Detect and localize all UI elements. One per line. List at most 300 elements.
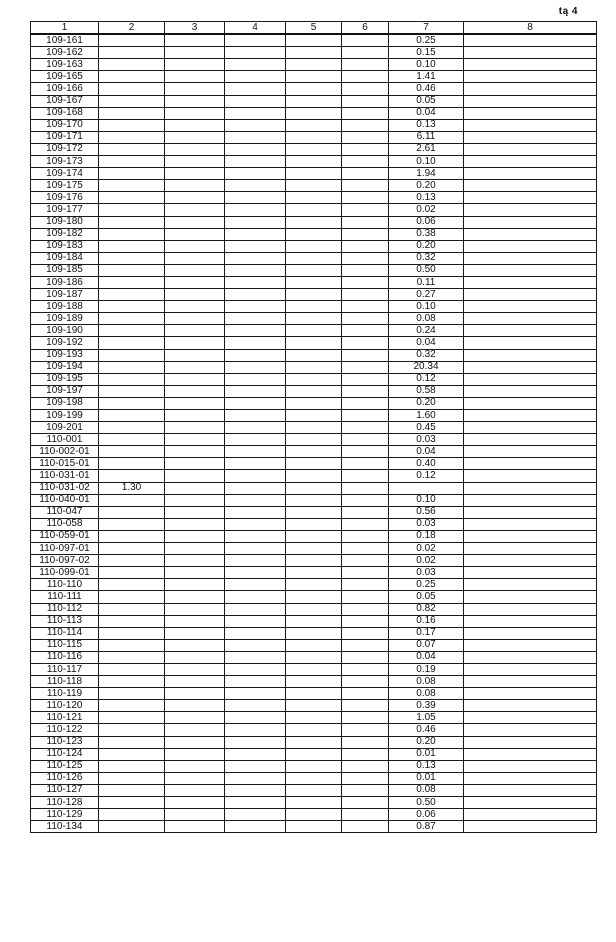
col5-cell <box>286 422 342 434</box>
parcel-id-cell: 109-168 <box>31 107 99 119</box>
col4-cell <box>225 180 286 192</box>
table-row <box>31 83 597 95</box>
col5-cell <box>286 204 342 216</box>
col2-cell <box>99 688 165 700</box>
col6-cell <box>342 494 389 506</box>
col6-cell <box>342 397 389 409</box>
table-row <box>31 180 597 192</box>
col2-cell <box>99 289 165 301</box>
col8-cell <box>464 567 597 579</box>
parcel-id-cell: 110-015-01 <box>31 458 99 470</box>
col6-cell <box>342 821 389 833</box>
col3-cell <box>165 240 225 252</box>
col6-cell <box>342 724 389 736</box>
col2-cell <box>99 736 165 748</box>
col3-cell <box>165 772 225 784</box>
col4-cell <box>225 494 286 506</box>
data-table <box>30 21 597 833</box>
col6-cell <box>342 627 389 639</box>
col7-value-cell: 0.08 <box>389 688 464 700</box>
col5-cell <box>286 555 342 567</box>
col7-value-cell: 0.50 <box>389 797 464 809</box>
col5-cell <box>286 458 342 470</box>
parcel-id-cell: 109-165 <box>31 71 99 83</box>
col2-cell <box>99 458 165 470</box>
table-row <box>31 555 597 567</box>
col2-cell <box>99 301 165 313</box>
parcel-id-cell: 109-166 <box>31 83 99 95</box>
col8-cell <box>464 337 597 349</box>
col6-cell <box>342 555 389 567</box>
col6-cell <box>342 264 389 276</box>
col3-cell <box>165 639 225 651</box>
col6-cell <box>342 252 389 264</box>
col5-cell <box>286 276 342 288</box>
parcel-id-cell: 110-002-01 <box>31 446 99 458</box>
col4-cell <box>225 724 286 736</box>
col3-cell <box>165 700 225 712</box>
col5-cell <box>286 313 342 325</box>
col5-cell <box>286 809 342 821</box>
col5-cell <box>286 736 342 748</box>
col7-value-cell: 0.27 <box>389 289 464 301</box>
col6-cell <box>342 530 389 542</box>
table-row <box>31 59 597 71</box>
table-row <box>31 760 597 772</box>
col7-value-cell: 0.06 <box>389 216 464 228</box>
table-row <box>31 809 597 821</box>
column-header-8: 8 <box>464 22 597 35</box>
col2-cell <box>99 107 165 119</box>
col2-cell <box>99 591 165 603</box>
parcel-id-cell: 110-099-01 <box>31 567 99 579</box>
col3-cell <box>165 216 225 228</box>
col4-cell <box>225 119 286 131</box>
col8-cell <box>464 736 597 748</box>
col8-cell <box>464 119 597 131</box>
col8-cell <box>464 264 597 276</box>
table-row <box>31 107 597 119</box>
col5-cell <box>286 59 342 71</box>
parcel-id-cell: 109-177 <box>31 204 99 216</box>
col7-value-cell: 0.18 <box>389 530 464 542</box>
col3-cell <box>165 797 225 809</box>
parcel-id-cell: 109-174 <box>31 168 99 180</box>
col7-value-cell: 0.08 <box>389 676 464 688</box>
parcel-id-cell: 109-198 <box>31 397 99 409</box>
parcel-id-cell: 109-182 <box>31 228 99 240</box>
col5-cell <box>286 688 342 700</box>
col6-cell <box>342 422 389 434</box>
col5-cell <box>286 216 342 228</box>
table-row <box>31 712 597 724</box>
col6-cell <box>342 543 389 555</box>
col5-cell <box>286 410 342 422</box>
table-row <box>31 422 597 434</box>
col5-cell <box>286 603 342 615</box>
col3-cell <box>165 663 225 675</box>
table-row <box>31 216 597 228</box>
col3-cell <box>165 651 225 663</box>
col2-cell <box>99 71 165 83</box>
col3-cell <box>165 724 225 736</box>
col7-value-cell: 6.11 <box>389 131 464 143</box>
col2-cell <box>99 567 165 579</box>
table-row <box>31 482 597 494</box>
table-row <box>31 639 597 651</box>
col4-cell <box>225 700 286 712</box>
col6-cell <box>342 470 389 482</box>
parcel-id-cell: 110-118 <box>31 676 99 688</box>
col4-cell <box>225 373 286 385</box>
col7-value-cell: 0.05 <box>389 591 464 603</box>
col3-cell <box>165 192 225 204</box>
col8-cell <box>464 397 597 409</box>
col4-cell <box>225 591 286 603</box>
col5-cell <box>286 676 342 688</box>
col2-cell <box>99 760 165 772</box>
parcel-id-cell: 110-128 <box>31 797 99 809</box>
col4-cell <box>225 688 286 700</box>
col3-cell <box>165 410 225 422</box>
col4-cell <box>225 470 286 482</box>
col2-cell <box>99 784 165 796</box>
col4-cell <box>225 676 286 688</box>
col5-cell <box>286 131 342 143</box>
col7-value-cell: 0.08 <box>389 784 464 796</box>
table-row <box>31 204 597 216</box>
table-row <box>31 724 597 736</box>
parcel-id-cell: 110-121 <box>31 712 99 724</box>
col4-cell <box>225 797 286 809</box>
col2-cell <box>99 34 165 47</box>
col4-cell <box>225 530 286 542</box>
table-row <box>31 264 597 276</box>
col6-cell <box>342 663 389 675</box>
col3-cell <box>165 615 225 627</box>
col5-cell <box>286 47 342 59</box>
col7-value-cell: 0.04 <box>389 446 464 458</box>
col5-cell <box>286 397 342 409</box>
parcel-id-cell: 110-112 <box>31 603 99 615</box>
col2-cell <box>99 809 165 821</box>
col4-cell <box>225 47 286 59</box>
parcel-id-cell: 110-129 <box>31 809 99 821</box>
col2-cell <box>99 446 165 458</box>
col6-cell <box>342 107 389 119</box>
col8-cell <box>464 712 597 724</box>
parcel-id-cell: 109-161 <box>31 34 99 47</box>
col7-value-cell: 0.12 <box>389 373 464 385</box>
col4-cell <box>225 760 286 772</box>
col6-cell <box>342 518 389 530</box>
col2-cell <box>99 143 165 155</box>
col4-cell <box>225 192 286 204</box>
col6-cell <box>342 385 389 397</box>
col2-cell <box>99 530 165 542</box>
parcel-id-cell: 110-134 <box>31 821 99 833</box>
table-row <box>31 615 597 627</box>
col6-cell <box>342 276 389 288</box>
col7-value-cell: 0.13 <box>389 119 464 131</box>
col2-cell <box>99 724 165 736</box>
col7-value-cell: 0.40 <box>389 458 464 470</box>
col7-value-cell: 0.10 <box>389 156 464 168</box>
col5-cell <box>286 119 342 131</box>
col3-cell <box>165 506 225 518</box>
table-row <box>31 47 597 59</box>
col3-cell <box>165 385 225 397</box>
col4-cell <box>225 34 286 47</box>
col3-cell <box>165 313 225 325</box>
parcel-id-cell: 109-173 <box>31 156 99 168</box>
col6-cell <box>342 446 389 458</box>
col4-cell <box>225 446 286 458</box>
table-row <box>31 446 597 458</box>
parcel-id-cell: 109-197 <box>31 385 99 397</box>
col2-cell <box>99 83 165 95</box>
col7-value-cell: 0.08 <box>389 313 464 325</box>
col8-cell <box>464 470 597 482</box>
parcel-id-cell: 109-195 <box>31 373 99 385</box>
table-row <box>31 373 597 385</box>
col7-value-cell: 0.46 <box>389 724 464 736</box>
col4-cell <box>225 385 286 397</box>
parcel-id-cell: 109-172 <box>31 143 99 155</box>
table-row <box>31 434 597 446</box>
table-row <box>31 579 597 591</box>
col4-cell <box>225 83 286 95</box>
table-row <box>31 289 597 301</box>
col7-value-cell: 0.07 <box>389 639 464 651</box>
col7-value-cell: 0.10 <box>389 301 464 313</box>
col6-cell <box>342 59 389 71</box>
table-row <box>31 156 597 168</box>
col8-cell <box>464 651 597 663</box>
col2-cell <box>99 700 165 712</box>
col4-cell <box>225 59 286 71</box>
col8-cell <box>464 579 597 591</box>
col8-cell <box>464 591 597 603</box>
table-row <box>31 131 597 143</box>
col8-cell <box>464 434 597 446</box>
col8-cell <box>464 180 597 192</box>
col6-cell <box>342 313 389 325</box>
col6-cell <box>342 228 389 240</box>
col6-cell <box>342 651 389 663</box>
table-row <box>31 313 597 325</box>
header-row <box>31 22 597 35</box>
col7-value-cell: 0.04 <box>389 107 464 119</box>
col2-cell <box>99 313 165 325</box>
parcel-id-cell: 109-185 <box>31 264 99 276</box>
col5-cell <box>286 518 342 530</box>
col5-cell <box>286 301 342 313</box>
col4-cell <box>225 434 286 446</box>
col8-cell <box>464 639 597 651</box>
col3-cell <box>165 603 225 615</box>
col3-cell <box>165 482 225 494</box>
col8-cell <box>464 543 597 555</box>
col6-cell <box>342 458 389 470</box>
parcel-id-cell: 110-031-02 <box>31 482 99 494</box>
col8-cell <box>464 301 597 313</box>
table-row <box>31 349 597 361</box>
column-header-4: 4 <box>225 22 286 35</box>
col2-cell <box>99 264 165 276</box>
col5-cell <box>286 34 342 47</box>
col6-cell <box>342 797 389 809</box>
col6-cell <box>342 301 389 313</box>
col6-cell <box>342 131 389 143</box>
col8-cell <box>464 59 597 71</box>
col7-value-cell: 0.56 <box>389 506 464 518</box>
col7-value-cell: 0.50 <box>389 264 464 276</box>
col4-cell <box>225 276 286 288</box>
parcel-id-cell: 110-116 <box>31 651 99 663</box>
col3-cell <box>165 736 225 748</box>
col8-cell <box>464 518 597 530</box>
col4-cell <box>225 736 286 748</box>
parcel-id-cell: 110-113 <box>31 615 99 627</box>
parcel-id-cell: 110-001 <box>31 434 99 446</box>
col6-cell <box>342 567 389 579</box>
col7-value-cell: 1.60 <box>389 410 464 422</box>
col4-cell <box>225 252 286 264</box>
col4-cell <box>225 204 286 216</box>
col3-cell <box>165 119 225 131</box>
col8-cell <box>464 506 597 518</box>
col6-cell <box>342 603 389 615</box>
col8-cell <box>464 410 597 422</box>
col4-cell <box>225 301 286 313</box>
parcel-id-cell: 110-123 <box>31 736 99 748</box>
col2-cell <box>99 579 165 591</box>
col8-cell <box>464 71 597 83</box>
col5-cell <box>286 192 342 204</box>
table-row <box>31 506 597 518</box>
col2-cell <box>99 131 165 143</box>
col3-cell <box>165 289 225 301</box>
col2-cell <box>99 59 165 71</box>
col3-cell <box>165 252 225 264</box>
col2-cell: 1.30 <box>99 482 165 494</box>
col7-value-cell: 0.16 <box>389 615 464 627</box>
col3-cell <box>165 591 225 603</box>
col6-cell <box>342 192 389 204</box>
col7-value-cell: 0.10 <box>389 494 464 506</box>
col4-cell <box>225 615 286 627</box>
col3-cell <box>165 555 225 567</box>
col8-cell <box>464 143 597 155</box>
col6-cell <box>342 180 389 192</box>
col4-cell <box>225 809 286 821</box>
col8-cell <box>464 216 597 228</box>
col3-cell <box>165 712 225 724</box>
col5-cell <box>286 627 342 639</box>
col7-value-cell: 0.01 <box>389 748 464 760</box>
col5-cell <box>286 349 342 361</box>
col7-value-cell: 0.12 <box>389 470 464 482</box>
col3-cell <box>165 228 225 240</box>
col7-value-cell: 0.03 <box>389 567 464 579</box>
col5-cell <box>286 543 342 555</box>
parcel-id-cell: 110-120 <box>31 700 99 712</box>
col7-value-cell: 0.25 <box>389 579 464 591</box>
col6-cell <box>342 700 389 712</box>
parcel-id-cell: 109-170 <box>31 119 99 131</box>
col2-cell <box>99 204 165 216</box>
col4-cell <box>225 748 286 760</box>
parcel-id-cell: 109-192 <box>31 337 99 349</box>
col8-cell <box>464 349 597 361</box>
table-body <box>31 34 597 833</box>
col5-cell <box>286 760 342 772</box>
col4-cell <box>225 821 286 833</box>
col7-value-cell: 0.01 <box>389 772 464 784</box>
col5-cell <box>286 143 342 155</box>
col7-value-cell: 0.04 <box>389 651 464 663</box>
column-header-5: 5 <box>286 22 342 35</box>
col6-cell <box>342 760 389 772</box>
col2-cell <box>99 494 165 506</box>
col8-cell <box>464 772 597 784</box>
col3-cell <box>165 627 225 639</box>
col2-cell <box>99 506 165 518</box>
col8-cell <box>464 821 597 833</box>
col7-value-cell: 0.58 <box>389 385 464 397</box>
col4-cell <box>225 543 286 555</box>
col5-cell <box>286 325 342 337</box>
col8-cell <box>464 325 597 337</box>
col4-cell <box>225 143 286 155</box>
table-row <box>31 627 597 639</box>
col3-cell <box>165 361 225 373</box>
parcel-id-cell: 109-171 <box>31 131 99 143</box>
col3-cell <box>165 204 225 216</box>
col5-cell <box>286 506 342 518</box>
col4-cell <box>225 397 286 409</box>
col4-cell <box>225 422 286 434</box>
col6-cell <box>342 349 389 361</box>
col8-cell <box>464 83 597 95</box>
col4-cell <box>225 458 286 470</box>
parcel-id-cell: 110-124 <box>31 748 99 760</box>
col7-value-cell: 0.03 <box>389 518 464 530</box>
col7-value-cell: 0.15 <box>389 47 464 59</box>
col3-cell <box>165 579 225 591</box>
col5-cell <box>286 373 342 385</box>
col4-cell <box>225 567 286 579</box>
col4-cell <box>225 240 286 252</box>
col5-cell <box>286 252 342 264</box>
col4-cell <box>225 71 286 83</box>
col4-cell <box>225 107 286 119</box>
col7-value-cell: 0.32 <box>389 349 464 361</box>
col2-cell <box>99 410 165 422</box>
col6-cell <box>342 591 389 603</box>
col5-cell <box>286 724 342 736</box>
col7-value-cell: 0.02 <box>389 555 464 567</box>
table-row <box>31 651 597 663</box>
col2-cell <box>99 434 165 446</box>
col5-cell <box>286 71 342 83</box>
column-header-2: 2 <box>99 22 165 35</box>
col7-value-cell: 0.11 <box>389 276 464 288</box>
col5-cell <box>286 530 342 542</box>
col3-cell <box>165 397 225 409</box>
parcel-id-cell: 110-097-02 <box>31 555 99 567</box>
